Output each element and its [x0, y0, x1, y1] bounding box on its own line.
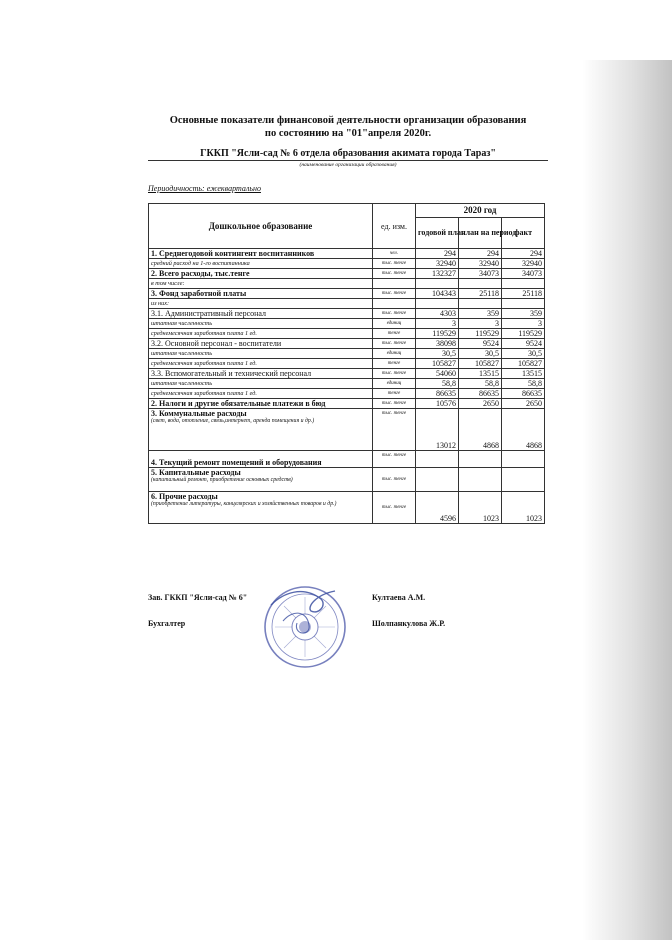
row-unit: тенге: [373, 329, 416, 339]
head-title: Зав. ГККП "Ясли-сад № 6": [148, 593, 248, 602]
table-row: [149, 289, 545, 299]
financial-table: [148, 203, 545, 524]
row-unit: единиц: [373, 379, 416, 389]
row-period: 58,8: [459, 379, 502, 389]
accountant-title: Бухгалтер: [148, 619, 186, 628]
row-period: 119529: [459, 329, 502, 339]
row-period: 359: [459, 309, 502, 319]
table-row: [149, 259, 545, 269]
utilities-title: 3. Коммунальные расходы: [151, 409, 247, 418]
row-unit: тыс. тенге: [373, 369, 416, 379]
row-label: среднемесячная заработная плата 1 ед.: [149, 329, 373, 339]
row-fact: 2650: [502, 399, 545, 409]
row-annual: 54060: [416, 369, 459, 379]
header-fact: факт: [502, 218, 545, 249]
table-row: [149, 399, 545, 409]
title-line-1: Основные показатели финансовой деятельности организации образования: [169, 115, 527, 126]
row-annual: [416, 451, 459, 468]
row-label: [149, 492, 373, 524]
row-fact: 9524: [502, 339, 545, 349]
row-period: [459, 468, 502, 492]
row-unit: тыс. тенге: [373, 289, 416, 299]
row-unit: тыс. тенге: [373, 409, 416, 451]
table-row: [149, 389, 545, 399]
row-label: штатная численность: [149, 319, 373, 329]
row-annual: 4596: [416, 492, 459, 524]
row-annual: 58,8: [416, 379, 459, 389]
row-unit: тенге: [373, 389, 416, 399]
row-fact: 4868: [502, 409, 545, 451]
row-period: 294: [459, 249, 502, 259]
row-period: 105827: [459, 359, 502, 369]
header-year: 2020 год: [416, 204, 545, 218]
organization-name: ГККП "Ясли-сад № 6 отдела образования акимата города Тараз": [200, 148, 496, 159]
row-unit: единиц: [373, 349, 416, 359]
row-label: среднемесячная заработная плата 1 ед.: [149, 389, 373, 399]
row-unit: чел.: [373, 249, 416, 259]
row-annual: 294: [416, 249, 459, 259]
row-unit: тыс. тенге: [373, 468, 416, 492]
row-period: [459, 299, 502, 309]
row-label: в том числе:: [149, 279, 373, 289]
row-unit: [373, 279, 416, 289]
row-fact: 294: [502, 249, 545, 259]
row-fact: [502, 299, 545, 309]
row-label: [149, 468, 373, 492]
row-annual: 104343: [416, 289, 459, 299]
row-fact: 3: [502, 319, 545, 329]
row-period: 9524: [459, 339, 502, 349]
organization-underline: [148, 160, 548, 161]
row-unit: тенге: [373, 359, 416, 369]
row-annual: 10576: [416, 399, 459, 409]
row-period: 13515: [459, 369, 502, 379]
row-unit: единиц: [373, 319, 416, 329]
row-annual: 86635: [416, 389, 459, 399]
table-row: [149, 339, 545, 349]
row-fact: 34073: [502, 269, 545, 279]
header-name: Дошкольное образование: [149, 204, 373, 249]
table-row: [149, 329, 545, 339]
row-label: 2. Всего расходы, тыс.тенге: [149, 269, 373, 279]
table-row-capital: [149, 468, 545, 492]
table-row: [149, 349, 545, 359]
row-annual: 38098: [416, 339, 459, 349]
table-row: [149, 319, 545, 329]
row-label: средний расход на 1-го воспитанника: [149, 259, 373, 269]
table-row: [149, 359, 545, 369]
row-annual: [416, 468, 459, 492]
capital-title: 5. Капитальные расходы: [151, 468, 241, 477]
row-period: 4868: [459, 409, 502, 451]
row-fact: 30,5: [502, 349, 545, 359]
page-title: [148, 114, 548, 140]
row-label: штатная численность: [149, 349, 373, 359]
row-fact: 86635: [502, 389, 545, 399]
table-row: [149, 249, 545, 259]
row-label: среднемесячная заработная плата 1 ед.: [149, 359, 373, 369]
table-row-repair: [149, 451, 545, 468]
row-unit: тыс. тенге: [373, 259, 416, 269]
row-unit: тыс. тенге: [373, 492, 416, 524]
row-annual: 132327: [416, 269, 459, 279]
row-annual: 13012: [416, 409, 459, 451]
row-fact: 32940: [502, 259, 545, 269]
row-annual: 3: [416, 319, 459, 329]
table-row-utilities: [149, 409, 545, 451]
row-unit: тыс. тенге: [373, 309, 416, 319]
header-annual-plan: годовой план: [416, 218, 459, 249]
utilities-note: (свет, вода, отопление, связь,интернет, аренда помещения и др.): [151, 418, 315, 424]
table-row: [149, 369, 545, 379]
row-annual: 4303: [416, 309, 459, 319]
row-annual: [416, 279, 459, 289]
table-body: [149, 249, 545, 524]
row-period: 25118: [459, 289, 502, 299]
row-fact: [502, 468, 545, 492]
row-fact: 1023: [502, 492, 545, 524]
row-label: 1. Среднегодовой контингент воспитанников: [149, 249, 373, 259]
row-label: 3.2. Основной персонал - воспитатели: [149, 339, 373, 349]
row-unit: тыс. тенге: [373, 269, 416, 279]
row-period: [459, 279, 502, 289]
row-fact: 119529: [502, 329, 545, 339]
row-annual: 30,5: [416, 349, 459, 359]
table-row: [149, 379, 545, 389]
table-row: [149, 309, 545, 319]
row-period: 32940: [459, 259, 502, 269]
row-annual: 32940: [416, 259, 459, 269]
row-period: 30,5: [459, 349, 502, 359]
row-annual: [416, 299, 459, 309]
row-fact: 25118: [502, 289, 545, 299]
row-label: [149, 409, 373, 451]
row-unit: [373, 299, 416, 309]
scan-shadow: [582, 60, 672, 940]
row-fact: [502, 451, 545, 468]
row-period: 1023: [459, 492, 502, 524]
capital-note: (капитальный ремонт, приобретение основных средств): [151, 477, 293, 483]
official-stamp: [263, 585, 347, 669]
row-fact: 359: [502, 309, 545, 319]
row-period: [459, 451, 502, 468]
head-name: Култаева А.М.: [372, 593, 426, 602]
table-row: [149, 279, 545, 289]
other-title: 6. Прочие расходы: [151, 492, 218, 501]
repair-title: 4. Текущий ремонт помещений и оборудования: [151, 458, 322, 467]
row-period: 86635: [459, 389, 502, 399]
organization-caption: (наименование организации образования): [299, 162, 397, 168]
row-unit: тыс. тенге: [373, 451, 416, 468]
row-label: [149, 451, 373, 468]
row-label: 2. Налоги и другие обязательные платежи в бюд: [149, 399, 373, 409]
table-row: [149, 269, 545, 279]
row-label: 3.1. Административный персонал: [149, 309, 373, 319]
table-row: [149, 299, 545, 309]
row-period: 3: [459, 319, 502, 329]
row-fact: 105827: [502, 359, 545, 369]
other-note: (приобретение литературы, канцелярских и хозяйственных товаров и др.): [151, 501, 337, 507]
row-fact: [502, 279, 545, 289]
row-label: штатная численность: [149, 379, 373, 389]
header-period-plan: план на период: [459, 218, 502, 249]
row-label: 3. Фонд заработной платы: [149, 289, 373, 299]
row-unit: тыс. тенге: [373, 339, 416, 349]
accountant-name: Шолпанкулова Ж.Р.: [372, 619, 446, 628]
periodicity: Периодичность: ежеквартально: [148, 184, 261, 193]
row-period: 2650: [459, 399, 502, 409]
header-unit: ед. изм.: [373, 204, 416, 249]
table-row-other: [149, 492, 545, 524]
title-line-2: по состоянию на "01"апреля 2020г.: [264, 128, 432, 139]
row-annual: 119529: [416, 329, 459, 339]
row-period: 34073: [459, 269, 502, 279]
row-annual: 105827: [416, 359, 459, 369]
row-label: 3.3. Вспомогательный и технический персонал: [149, 369, 373, 379]
row-label: из них:: [149, 299, 373, 309]
row-fact: 13515: [502, 369, 545, 379]
row-unit: тыс. тенге: [373, 399, 416, 409]
row-fact: 58,8: [502, 379, 545, 389]
